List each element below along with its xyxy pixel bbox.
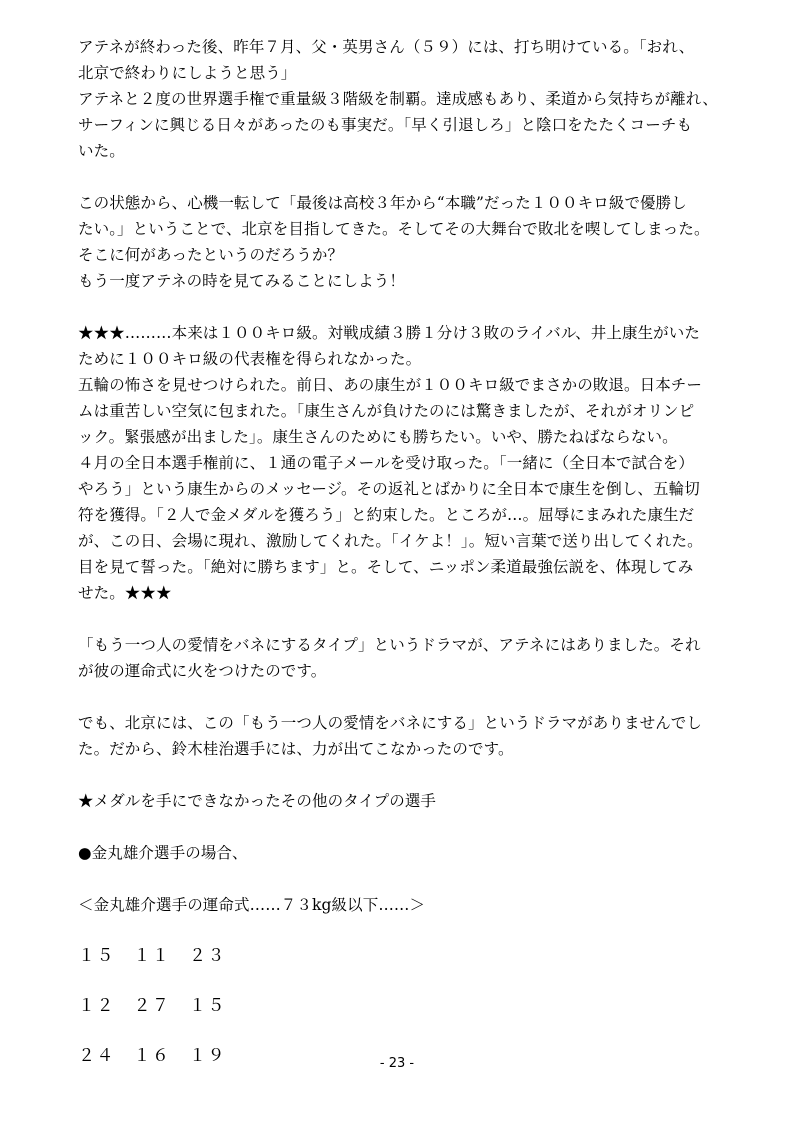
paragraph-spacer — [78, 684, 718, 710]
paragraph-spacer — [78, 918, 718, 944]
document-page — [78, 34, 718, 1068]
paragraph-spacer — [78, 866, 718, 892]
paragraph-3 — [78, 320, 718, 606]
text-line: 五輪の怖さを見せつけられた。前日、あの康生が１００キロ級でまさかの敗退。日本チー — [78, 376, 703, 394]
text-line: この状態から、心機一転して「最後は高校３年から“本職”だった１００キロ級で優勝し — [78, 194, 687, 212]
text-line: ★★★………本来は１００キロ級。対戦成績３勝１分け３敗のライバル、井上康生がいた — [78, 324, 700, 342]
text-line: せた。★★★ — [78, 584, 172, 602]
text-line: ムは重苦しい空気に包まれた。「康生さんが負けたのには驚きましたが、それがオリンピ — [78, 402, 695, 420]
text-line: ４月の全日本選手権前に、１通の電子メールを受け取った。「一緒に（全日本で試合を） — [78, 454, 694, 472]
text-line: サーフィンに興じる日々があったのも事実だ。「早く引退しろ」と陰口をたたくコーチも — [78, 116, 693, 134]
text-line: そこに何があったというのだろうか？ — [78, 246, 344, 264]
text-line: ック。緊張感が出ました」。康生さんのためにも勝ちたい。いや、勝たねばならない。 — [78, 428, 678, 446]
text-line: もう一度アテネの時を見てみることにしよう！ — [78, 272, 405, 290]
text-line: やろう」という康生からのメッセージ。その返礼とばかりに全日本で康生を倒し、五輪切 — [78, 480, 700, 498]
text-line: でも、北京には、この「もう一つ人の愛情をバネにする」というドラマがありませんでし — [78, 714, 703, 732]
paragraph-spacer — [78, 294, 718, 320]
page-number: - 23 - — [379, 1056, 415, 1071]
paragraph-5 — [78, 710, 718, 762]
number-row: １２ ２７ １５ — [78, 996, 226, 1016]
paragraph-spacer — [78, 606, 718, 632]
paragraph-2 — [78, 190, 718, 294]
text-line: た。だから、鈴木桂治選手には、力が出てこなかったのです。 — [78, 740, 514, 758]
paragraph-spacer — [78, 164, 718, 190]
text-line: 北京で終わりにしようと思う」 — [78, 64, 297, 82]
text-line: が彼の運命式に火をつけたのです。 — [78, 662, 327, 680]
paragraph-spacer — [78, 762, 718, 788]
text-line: ●金丸雄介選手の場合、 — [78, 844, 248, 862]
text-line: たい。」ということで、北京を目指してきた。そしてその大舞台で敗北を喫してしまった。 — [78, 220, 710, 238]
text-line: が、この日、会場に現れ、激励してくれた。「イケよ！」。短い言葉で送り出してくれた。 — [78, 532, 703, 550]
paragraph-1 — [78, 34, 718, 164]
section-heading-other-players — [78, 788, 718, 814]
text-line: アテネが終わった後、昨年７月、父・英男さん（５９）には、打ち明けている。「おれ、 — [78, 38, 695, 56]
text-line: ために１００キロ級の代表権を得られなかった。 — [78, 350, 422, 368]
text-line: ★メダルを手にできなかったその他のタイプの選手 — [78, 792, 437, 810]
text-line: 目を見て誓った。「絶対に勝ちます」と。そして、ニッポン柔道最強伝説を、体現してみ — [78, 558, 694, 576]
text-line: ＜金丸雄介選手の運命式……７３kg級以下……＞ — [78, 896, 426, 914]
paragraph-spacer — [78, 814, 718, 840]
number-grid — [78, 944, 718, 1068]
text-line: いた。 — [78, 142, 125, 160]
text-line: 符を獲得。「２人で金メダルを獲ろう」と約束した。ところが…。屈辱にまみれた康生だ — [78, 506, 695, 524]
text-line: アテネと２度の世界選手権で重量級３階級を制覇。達成感もあり、柔道から気持ちが離れ、 — [78, 90, 718, 108]
text-line: 「もう一つ人の愛情をバネにするタイプ」というドラマが、アテネにはありました。それ — [78, 636, 701, 654]
row-spacer — [78, 968, 718, 994]
number-row: １５ １１ ２３ — [78, 946, 226, 966]
row-spacer — [78, 1018, 718, 1044]
number-row: ２４ １６ １９ — [78, 1046, 226, 1066]
paragraph-4 — [78, 632, 718, 684]
player-case-heading — [78, 840, 718, 866]
destiny-formula-heading — [78, 892, 718, 918]
